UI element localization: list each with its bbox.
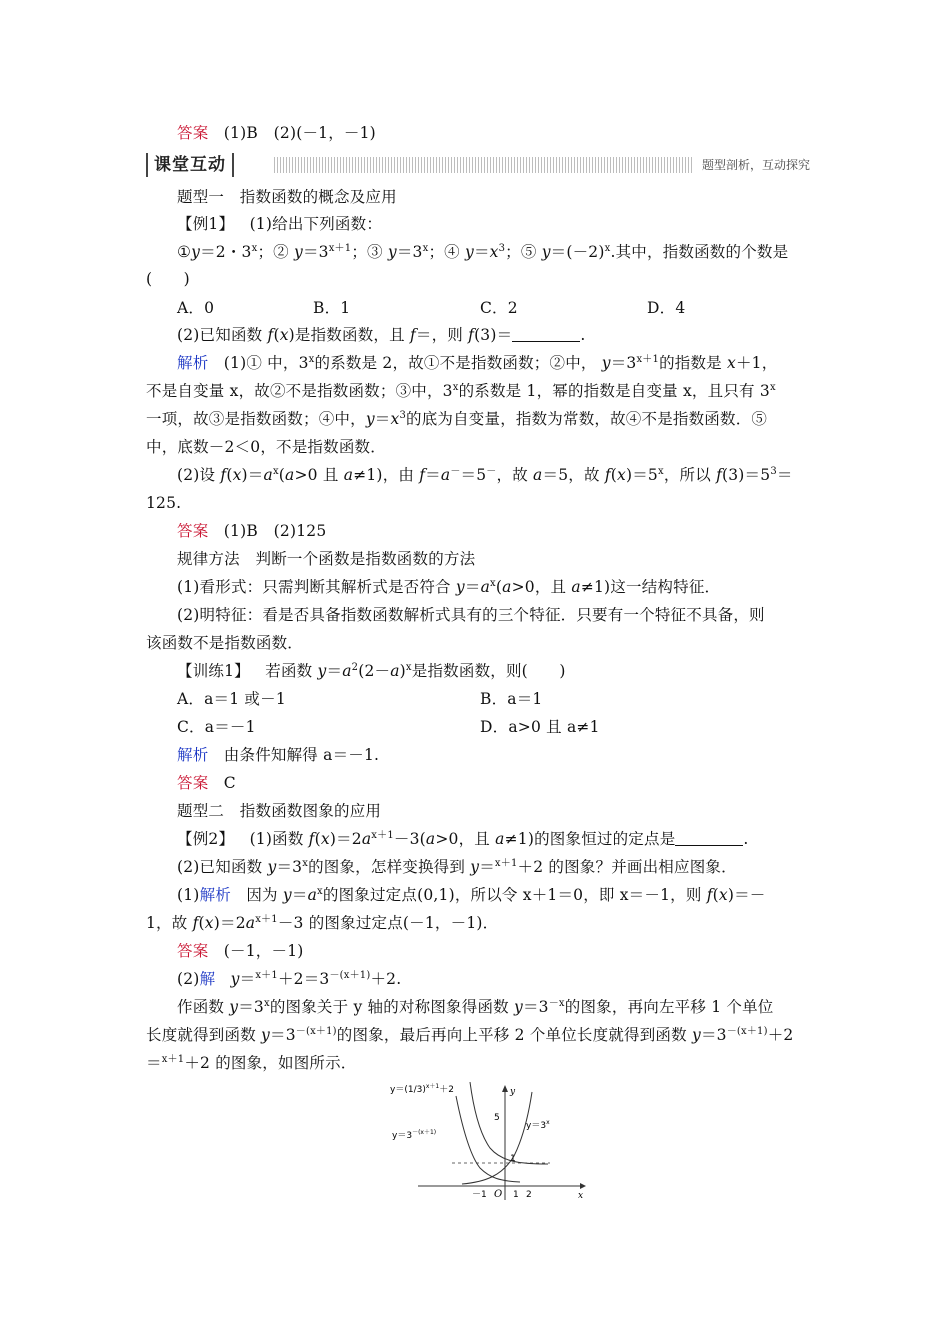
- ex2-a2-prefix: (2): [177, 970, 200, 988]
- y-axis-arrow: [502, 1085, 508, 1092]
- tick-1: 1: [510, 1154, 516, 1164]
- train1-option-a: A．a＝1 或－1: [177, 690, 286, 708]
- example2-para-line2: 长度就得到函数 $y=3^{-(x+1)}$的图象，最后再向上平移 2 个单位长度就得到函数 $y=3^{-(x+1)}+2$: [146, 1026, 794, 1044]
- train1-question: 【训练1】 若函数 $y=a^2(2-a)^x$是指数函数，则( ): [177, 662, 566, 680]
- train1-analysis-text: 由条件知解得 a＝－1.: [223, 746, 380, 764]
- type1-title: 题型一 指数函数的概念及应用: [177, 188, 397, 206]
- example1-functions: ①y＝2・3$^x$；② $y=3^{x+1}$；③ $y=3^x$；④ $y=x^3$；⑤ $y=(-2)^x$.其中，指数函数的个数是: [177, 243, 789, 261]
- axis-x-label: x: [578, 1191, 584, 1201]
- answer-label: 答案: [177, 124, 209, 142]
- axis-y-label: y: [510, 1087, 516, 1097]
- ex2-a2-label: 解: [199, 970, 216, 988]
- ex2-p-l1-b: 的图象关于 y 轴的对称图象得函数: [269, 998, 509, 1016]
- train1-answer-text: C: [223, 774, 236, 792]
- a1-l1-b: 的系数是 2，故①不是指数函数；②中，: [314, 354, 597, 372]
- q2-c: ＝，则: [415, 326, 463, 344]
- tick-5: 5: [494, 1113, 500, 1123]
- option-a: A．0: [177, 299, 215, 317]
- a1-l2: 不是自变量 x，故②不是指数函数；③中，3: [146, 382, 453, 400]
- analysis1-line4: 中，底数－2＜0，不是指数函数．: [146, 438, 386, 456]
- origin-label: O: [494, 1189, 503, 1200]
- a1-l5-h: ，所以: [663, 466, 711, 484]
- answer-text: (1)B (2)(－1，－1): [223, 124, 376, 142]
- train1-q-a: 若函数: [265, 662, 313, 680]
- example1-funcs-tail: .其中，指数函数的个数是: [610, 243, 789, 261]
- tick-x2: 2: [526, 1190, 532, 1200]
- train1-answer-label: 答案: [177, 774, 209, 792]
- ex2-q1-b: 的图象恒过的定点是: [534, 830, 676, 848]
- example2-para-line3: ＝$^{x+1}$＋2 的图象，如图所示．: [146, 1054, 357, 1072]
- curve-3x: [462, 1092, 532, 1184]
- a1-l1-c: 的指数是: [659, 354, 722, 372]
- train1-analysis-label: 解析: [177, 746, 209, 764]
- ex2-a1-c: ＝－: [734, 886, 766, 904]
- answer1-text: (1)B (2)125: [223, 522, 327, 540]
- method-p1-a: (1)看形式：只需判断其解析式是否符合: [177, 578, 451, 596]
- answer-blank-2: [675, 831, 743, 846]
- analysis-label: 解析: [177, 354, 209, 372]
- a1-l5-e: ＝5: [460, 466, 487, 484]
- option-c: C．2: [480, 299, 518, 317]
- ex2-q2-a: (2)已知函数: [177, 858, 263, 876]
- example2-para-line1: 作函数 $y=3^x$的图象关于 y 轴的对称图象得函数 $y=3^{-x}$的图象，再向左平移 1 个单位: [177, 998, 774, 1016]
- example2-q2: (2)已知函数 $y=3^x$的图象，怎样变换得到 y＝$^{x+1}$＋2 的图象？并画出相应图象．: [177, 858, 737, 876]
- ex2-q2-b: 的图象，怎样变换得到: [308, 858, 466, 876]
- analysis1-line1: 解析 (1)① 中，3$^x$的系数是 2，故①不是指数函数；②中， $y=3^{x+1}$的指数是 x＋1，: [177, 354, 778, 372]
- a1-l3-a: 一项，故③是指数函数；④中，: [146, 410, 366, 428]
- example2-analysis-line2: 1，故 $f(x)=2a^{x+1}-3$ 的图象过定点(－1，－1)．: [146, 914, 499, 932]
- method-title: 规律方法 判断一个函数是指数函数的方法: [177, 550, 476, 568]
- example2-answer: [146, 940, 841, 962]
- example1-paren: ( ): [146, 270, 190, 288]
- a1-l3-b: 的底为自变量，指数为常数，故④不是指数函数．⑤: [406, 410, 768, 428]
- ex2-answer-label: 答案: [177, 942, 209, 960]
- method-p2b: 该函数不是指数函数．: [146, 634, 304, 652]
- method-p1-b: 这一结构特征．: [610, 578, 721, 596]
- curve-3-neg: [456, 1096, 520, 1182]
- train1-option-b: B．a＝1: [480, 690, 543, 708]
- method-p2a: (2)明特征：看是否具备指数函数解析式具有的三个特征．只要有一个特征不具备，则: [177, 606, 765, 624]
- label-right: $y=3^x$: [526, 1119, 550, 1131]
- ex2-p-l1-c: 的图象，再向左平移 1 个单位: [564, 998, 774, 1016]
- ex2-a1-l2-a: 1，故: [146, 914, 188, 932]
- ex2-a1-l2-b: 的图象过定点(－1，－1)．: [308, 914, 499, 932]
- a1-l1-a: (1)① 中，3: [223, 354, 309, 372]
- ex2-answer-text: (－1，－1): [223, 942, 304, 960]
- ex2-q2-c: 的图象？并画出相应图象．: [548, 858, 737, 876]
- answer-blank: [512, 327, 580, 342]
- q2-b: 是指数函数，且: [294, 326, 405, 344]
- a1-l5-a: (2)设: [177, 466, 216, 484]
- x-axis-arrow: [580, 1183, 586, 1189]
- q2-end: .: [580, 326, 586, 344]
- analysis1-line6: 125.: [146, 494, 182, 512]
- train1-option-d: D．a>0 且 a≠1: [480, 718, 600, 736]
- function-graph-figure: [390, 1082, 590, 1202]
- a1-l2-b: 的系数是 1，幂的指数是自变量 x，且只有 3: [458, 382, 770, 400]
- banner-subtitle: 题型剖析，互动探究: [694, 155, 810, 175]
- analysis1-line5: (2)设 $f(x)=a^x(a>0$ 且 a≠1)，由 f＝a－＝5－，故 a＝5，故 $f(x)=5^x$，所以 $f(3)=5^3=$: [177, 466, 793, 484]
- example2-analysis-line1: (1)解析 因为 $y=a^x$的图象过定点(0,1)，所以令 x＋1＝0，即 x＝－1，则 f(x)＝－: [177, 886, 766, 904]
- ex2-a1-prefix: (1): [177, 886, 200, 904]
- ex2-p-l1-a: 作函数: [177, 998, 225, 1016]
- example2-tag: 【例2】: [177, 830, 235, 848]
- ex2-p-l2-b: 的图象，最后再向上平移 2 个单位长度就得到函数: [336, 1026, 687, 1044]
- option-d: D．4: [647, 299, 686, 317]
- ex2-a1-a: 因为: [246, 886, 278, 904]
- a1-l5-d: ＝: [425, 466, 441, 484]
- q2-a: (2)已知函数: [177, 326, 263, 344]
- a1-l5-c: ，由: [382, 466, 415, 484]
- ex2-a1-b: 的图象过定点(0,1)，所以令 x＋1＝0，即 x＝－1，则: [322, 886, 702, 904]
- train1-tag: 【训练1】: [177, 662, 250, 680]
- analysis1-line3: 一项，故③是指数函数；④中，$y=x^3$的底为自变量，指数为常数，故④不是指数函数．⑤: [146, 410, 768, 428]
- q2-d: ＝: [496, 326, 513, 344]
- analysis1-line2: 不是自变量 x，故②不是指数函数；③中，3$^x$的系数是 1，幂的指数是自变量 x，且只有 3$^x$: [146, 382, 776, 400]
- answer-line-top: [146, 122, 841, 144]
- train1-answer: [146, 772, 841, 794]
- label-mid: $y=3^{-(x+1)}$: [392, 1129, 437, 1141]
- section-banner: [146, 153, 810, 179]
- example1-q1: (1)给出下列函数：: [249, 215, 383, 233]
- type2-title: 题型二 指数函数图象的应用: [177, 802, 382, 820]
- example2-q1: 【例2】 (1)函数 $f(x)=2a^{x+1}-3(a>0$，且 a≠1)的图象恒过的定点是 .: [177, 830, 749, 848]
- a1-l5-f: ，故: [496, 466, 528, 484]
- train1-analysis: [146, 744, 841, 766]
- method-p1: (1)看形式：只需判断其解析式是否符合 $y=a^x(a>0$，且 a≠1)这一结构特征．: [177, 578, 721, 596]
- example2-solution-head: (2)解 $y=^{x+1}+2=3^{-(x+1)}+2$.: [177, 970, 402, 988]
- ex2-p-l2-a: 长度就得到函数: [146, 1026, 256, 1044]
- example1-q2: (2)已知函数 f(x)是指数函数，且 f＝，则 f(3)＝ .: [177, 326, 586, 344]
- a1-l5-g: ＝5，故: [542, 466, 600, 484]
- tick-x1: 1: [513, 1190, 519, 1200]
- train1-q-b: 是指数函数，则( ): [411, 662, 566, 680]
- train1-option-c: C．a＝－1: [177, 718, 256, 736]
- ex2-a1-label: 解析: [199, 886, 231, 904]
- ex2-q1-a: (1)函数: [249, 830, 304, 848]
- option-b: B．1: [313, 299, 351, 317]
- tick-minus1: －1: [472, 1190, 487, 1200]
- ex2-p-l3: ＋2 的图象，如图所示．: [184, 1054, 357, 1072]
- example1-tag: 【例1】: [177, 215, 235, 233]
- a1-l5-b: 且: [322, 466, 339, 484]
- example1-line1: [146, 213, 841, 235]
- answer1-label: 答案: [177, 522, 209, 540]
- label-top: $y=(1/3)^{x+1}+2$: [390, 1083, 454, 1095]
- answer1-line: [146, 520, 841, 542]
- banner-title: 课堂互动: [146, 153, 234, 177]
